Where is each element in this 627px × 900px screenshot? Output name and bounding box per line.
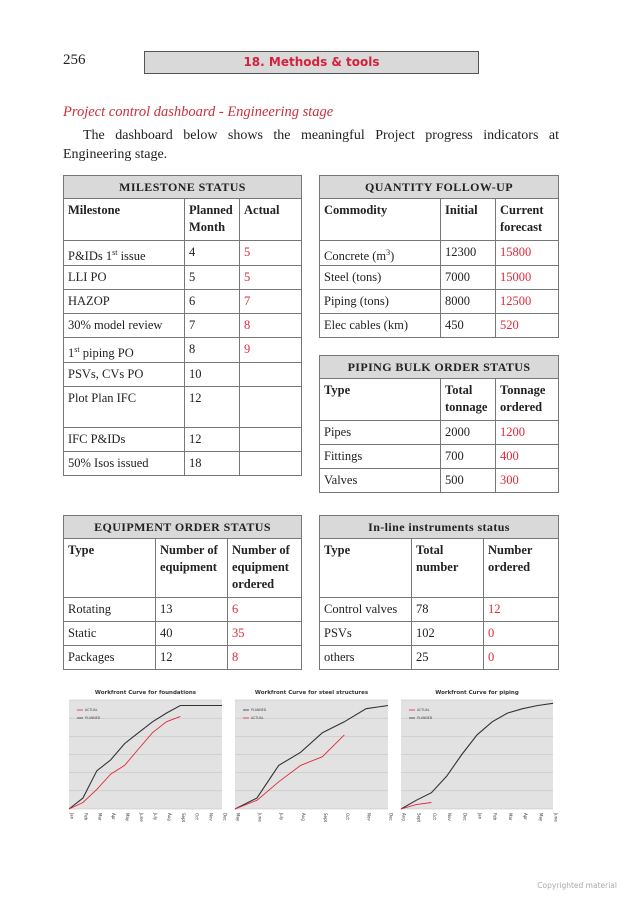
total-cell: 25 (412, 646, 484, 670)
table-row (64, 241, 302, 266)
chart-svg (395, 688, 559, 831)
col-header: Planned Month (185, 199, 240, 241)
x-tick-label: Feb (83, 813, 89, 821)
x-tick-label: Oct (344, 813, 350, 820)
actual-cell: 9 (240, 338, 302, 363)
type-cell: Valves (320, 469, 441, 493)
table-row (320, 241, 559, 266)
total-cell: 78 (412, 598, 484, 622)
x-tick-label: Dec (222, 813, 228, 821)
ordered-cell: 0 (484, 646, 559, 670)
x-tick-label: Sept (416, 813, 422, 823)
actual-cell: 7 (240, 290, 302, 314)
x-tick-label: Jan (477, 813, 483, 820)
table-row (320, 646, 559, 670)
table-row (64, 314, 302, 338)
x-tick-label: May (538, 813, 544, 822)
table-row (64, 290, 302, 314)
x-tick-label: Feb (492, 813, 498, 821)
ordered-cell: 0 (484, 622, 559, 646)
milestone-cell: 1st piping PO (64, 338, 185, 363)
table-row (320, 421, 559, 445)
col-header: Type (320, 379, 441, 421)
initial-cell: 450 (441, 314, 496, 338)
x-tick-label: Nov (208, 813, 214, 821)
x-tick-label: Oct (194, 813, 200, 820)
x-tick-label: July (279, 813, 285, 821)
chart-title: Workfront Curve for steel structures (254, 690, 369, 696)
intro-paragraph: The dashboard below shows the meaningful Project progress indicators at Engineering stage. (63, 128, 559, 162)
actual-cell (240, 452, 302, 476)
type-cell: Pipes (320, 421, 441, 445)
copyright-notice: Copyrighted material (537, 881, 617, 890)
x-tick-label: Oct (431, 813, 437, 820)
initial-cell: 7000 (441, 266, 496, 290)
actual-cell (240, 428, 302, 452)
col-header: Number ordered (484, 539, 559, 598)
forecast-cell: 15000 (496, 266, 559, 290)
milestone-cell: PSVs, CVs PO (64, 363, 185, 387)
x-tick-label: Nov (447, 813, 453, 821)
type-cell: Rotating (64, 598, 156, 622)
col-header: Number of equipment (156, 539, 228, 598)
actual-cell: 8 (240, 314, 302, 338)
x-tick-label: Sept (322, 813, 328, 823)
total-cell: 2000 (441, 421, 496, 445)
col-header: Initial (441, 199, 496, 241)
quantity-table (319, 175, 559, 338)
x-tick-label: Mar (507, 813, 513, 821)
chart-title: Workfront Curve for foundations (94, 690, 197, 696)
col-header: Tonnage ordered (496, 379, 559, 421)
legend-label: PLANNED (85, 716, 101, 721)
planned-cell: 10 (185, 363, 240, 387)
planned-cell: 4 (185, 241, 240, 266)
x-tick-label: June (257, 813, 263, 822)
planned-cell: 18 (185, 452, 240, 476)
forecast-cell: 15800 (496, 241, 559, 266)
table-row (320, 314, 559, 338)
workfront-charts (63, 688, 559, 831)
ordered-cell: 8 (228, 646, 302, 670)
commodity-cell: Piping (tons) (320, 290, 441, 314)
total-cell: 102 (412, 622, 484, 646)
type-cell: Fittings (320, 445, 441, 469)
type-cell: PSVs (320, 622, 412, 646)
actual-cell: 5 (240, 266, 302, 290)
ordered-cell: 6 (228, 598, 302, 622)
commodity-cell: Concrete $(m^3)$ (320, 241, 441, 266)
chart-foundations (63, 688, 228, 831)
x-tick-label: Aug (401, 813, 407, 821)
chart-piping (395, 688, 559, 831)
initial-cell: 12300 (441, 241, 496, 266)
table-row (64, 387, 302, 428)
milestone-cell: 30% model review (64, 314, 185, 338)
planned-cell: 12 (185, 387, 240, 428)
type-cell: Packages (64, 646, 156, 670)
legend-label: PLANNED (251, 708, 267, 713)
section-heading: Project control dashboard - Engineering stage (63, 104, 334, 120)
col-header: Commodity (320, 199, 441, 241)
table-row (64, 598, 302, 622)
table-row (320, 266, 559, 290)
planned-cell: 12 (185, 428, 240, 452)
milestone-table (63, 175, 302, 476)
table-row (320, 290, 559, 314)
col-header: Type (64, 539, 156, 598)
x-tick-label: Dec (462, 813, 468, 821)
ordered-cell: 400 (496, 445, 559, 469)
milestone-cell: LLI PO (64, 266, 185, 290)
x-tick-label: Jan (69, 813, 75, 820)
planned-cell: 8 (185, 338, 240, 363)
type-cell: others (320, 646, 412, 670)
equipment-table (63, 515, 302, 670)
milestone-cell: Plot Plan IFC (64, 387, 185, 428)
table-row (320, 445, 559, 469)
col-header: Number of equipment ordered (228, 539, 302, 598)
commodity-cell: Steel (tons) (320, 266, 441, 290)
x-tick-label: June (553, 813, 559, 822)
col-header: Milestone (64, 199, 185, 241)
table-row (64, 646, 302, 670)
x-tick-label: May (125, 813, 131, 822)
table-row (64, 266, 302, 290)
col-header: Total number (412, 539, 484, 598)
milestone-title: MILESTONE STATUS (64, 176, 302, 199)
actual-cell (240, 363, 302, 387)
ordered-cell: 35 (228, 622, 302, 646)
x-tick-label: Sept (180, 813, 186, 823)
x-tick-label: Nov (366, 813, 372, 821)
quantity-title: QUANTITY FOLLOW-UP (320, 176, 559, 199)
x-tick-label: May (235, 813, 241, 822)
forecast-cell: 12500 (496, 290, 559, 314)
legend-label: ACTUAL (417, 708, 430, 713)
x-tick-label: June (139, 813, 144, 822)
table-row (320, 469, 559, 493)
total-cell: 40 (156, 622, 228, 646)
page-number: 256 (63, 52, 86, 68)
x-tick-label: Apr (523, 813, 529, 820)
x-tick-label: Mar (97, 813, 103, 821)
instruments-title: In-line instruments status (320, 516, 559, 539)
col-header: Current forecast (496, 199, 559, 241)
total-cell: 500 (441, 469, 496, 493)
legend-label: PLANNED (417, 716, 433, 721)
table-row (64, 452, 302, 476)
x-tick-label: Apr (111, 813, 117, 820)
ordered-cell: 300 (496, 469, 559, 493)
forecast-cell: 520 (496, 314, 559, 338)
initial-cell: 8000 (441, 290, 496, 314)
actual-cell (240, 387, 302, 428)
ordered-cell: 1200 (496, 421, 559, 445)
chapter-title: 18. Methods & tools (144, 51, 479, 74)
piping-title: PIPING BULK ORDER STATUS (320, 356, 559, 379)
col-header: Total tonnage (441, 379, 496, 421)
milestone-cell: IFC P&IDs (64, 428, 185, 452)
planned-cell: 6 (185, 290, 240, 314)
planned-cell: 5 (185, 266, 240, 290)
actual-cell: 5 (240, 241, 302, 266)
total-cell: 700 (441, 445, 496, 469)
table-row (64, 428, 302, 452)
table-row (64, 622, 302, 646)
commodity-cell: Elec cables (km) (320, 314, 441, 338)
table-row (64, 338, 302, 363)
chart-title: Workfront Curve for piping (435, 690, 519, 696)
milestone-cell: HAZOP (64, 290, 185, 314)
milestone-cell: 50% Isos issued (64, 452, 185, 476)
col-header: Type (320, 539, 412, 598)
x-tick-label: July (153, 813, 158, 821)
x-tick-label: Dec (388, 813, 394, 821)
total-cell: 12 (156, 646, 228, 670)
x-tick-label: Aug (166, 813, 172, 821)
piping-table (319, 355, 559, 493)
type-cell: Control valves (320, 598, 412, 622)
table-row (64, 363, 302, 387)
legend-label: ACTUAL (85, 708, 98, 713)
x-tick-label: Aug (301, 813, 307, 821)
table-row (320, 598, 559, 622)
chart-svg (229, 688, 394, 831)
legend-label: ACTUAL (251, 716, 264, 721)
equipment-title: EQUIPMENT ORDER STATUS (64, 516, 302, 539)
chart-steel (229, 688, 394, 831)
instruments-table (319, 515, 559, 670)
col-header: Actual (240, 199, 302, 241)
chart-svg (63, 688, 228, 831)
milestone-cell: P&IDs 1st issue (64, 241, 185, 266)
total-cell: 13 (156, 598, 228, 622)
planned-cell: 7 (185, 314, 240, 338)
table-row (320, 622, 559, 646)
ordered-cell: 12 (484, 598, 559, 622)
type-cell: Static (64, 622, 156, 646)
